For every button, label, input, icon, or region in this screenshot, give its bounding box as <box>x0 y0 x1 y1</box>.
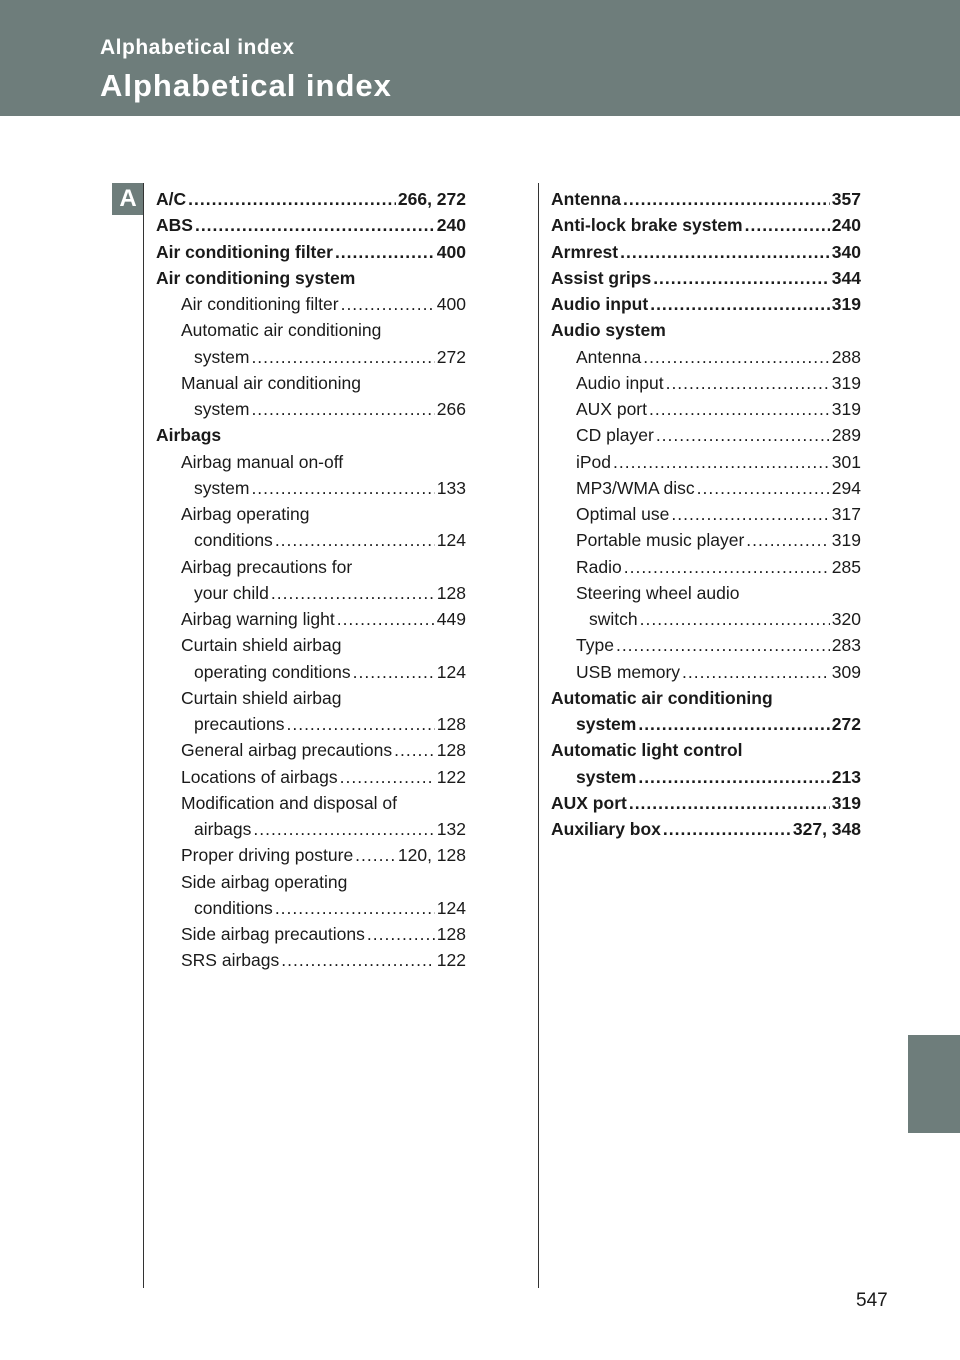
index-entry <box>156 370 466 396</box>
dot-leader <box>394 737 435 763</box>
index-entry-page: 319 <box>831 372 861 393</box>
index-entry <box>156 947 466 973</box>
index-entry-label: Airbag warning light <box>181 609 335 629</box>
index-entry <box>551 370 861 396</box>
dot-leader <box>697 475 830 501</box>
index-entry-label: system <box>194 399 250 419</box>
dot-leader <box>638 764 829 790</box>
index-entry-label: Air conditioning system <box>156 267 356 288</box>
index-entry-label: Airbags <box>156 425 222 446</box>
index-entry-label: Radio <box>576 556 622 577</box>
index-entry-page: 357 <box>831 189 861 209</box>
index-entry <box>551 816 861 842</box>
index-entry-label: Automatic light control <box>551 740 743 761</box>
index-entry-label: Optimal use <box>576 504 670 524</box>
dot-leader <box>251 344 434 370</box>
index-entry <box>156 422 466 448</box>
index-entry-page: 400 <box>436 241 466 262</box>
dot-leader <box>355 842 396 868</box>
index-entry-label: Portable music player <box>576 530 745 551</box>
index-entry-page: 309 <box>831 661 861 682</box>
index-entry <box>156 685 466 711</box>
index-entry <box>551 396 861 422</box>
index-entry <box>551 737 861 763</box>
dot-leader <box>745 212 830 238</box>
index-entry-page: 319 <box>831 294 861 314</box>
index-entry-label: Antenna <box>576 346 642 367</box>
index-entry-page: 122 <box>436 950 466 971</box>
dot-leader <box>251 396 434 422</box>
index-entry <box>156 501 466 527</box>
index-entry-label: Airbag precautions for <box>181 556 353 577</box>
index-entry-label: switch <box>589 609 638 629</box>
index-entry-label: Automatic air conditioning <box>551 687 773 708</box>
dot-leader <box>629 790 830 816</box>
index-entry-label: Anti-lock brake system <box>551 215 743 236</box>
index-entry <box>551 554 861 580</box>
index-entry <box>156 816 466 842</box>
index-entry <box>156 265 466 291</box>
index-entry-page: 272 <box>831 714 861 734</box>
dot-leader <box>286 711 434 737</box>
index-entry-page: 272 <box>436 346 466 367</box>
index-entry-label: MP3/WMA disc <box>576 477 695 498</box>
index-entry-label: iPod <box>576 451 612 472</box>
index-column-right <box>551 186 861 842</box>
index-entry <box>551 422 861 448</box>
index-entry <box>551 659 861 685</box>
index-entry-label: Automatic air conditioning <box>181 320 382 341</box>
index-entry <box>551 580 861 606</box>
index-entry-label: Assist grips <box>551 267 652 288</box>
index-entry-page: 289 <box>831 425 861 446</box>
dot-leader <box>271 580 435 606</box>
dot-leader <box>746 527 830 553</box>
index-entry <box>156 921 466 947</box>
index-entry-label: Airbag operating <box>181 504 310 524</box>
index-entry <box>156 239 466 265</box>
section-letter-tab: A <box>112 183 144 215</box>
index-entry <box>551 764 861 790</box>
page-title: Alphabetical index <box>100 68 392 103</box>
index-entry <box>156 527 466 553</box>
index-entry <box>156 317 466 343</box>
dot-leader <box>643 344 830 370</box>
index-entry <box>156 711 466 737</box>
index-entry-label: AUX port <box>576 399 647 419</box>
dot-leader <box>640 606 830 632</box>
index-entry-label: Proper driving posture <box>181 845 354 866</box>
index-entry-label: Manual air conditioning <box>181 372 361 393</box>
dot-leader <box>353 659 435 685</box>
index-entry-label: Antenna <box>551 189 621 209</box>
index-entry-label: Air conditioning filter <box>156 241 333 262</box>
index-entry-label: system <box>576 714 637 734</box>
index-entry-page: 128 <box>436 924 466 944</box>
dot-leader <box>367 921 435 947</box>
index-entry-label: conditions <box>194 897 273 918</box>
index-entry-page: 128 <box>436 740 466 761</box>
index-entry-page: 133 <box>436 477 466 498</box>
dot-leader <box>616 632 830 658</box>
index-entry-page: 319 <box>831 399 861 419</box>
column-divider-middle <box>538 183 539 1288</box>
dot-leader <box>682 659 830 685</box>
index-entry-label: General airbag precautions <box>181 740 393 761</box>
dot-leader <box>653 265 830 291</box>
index-entry-page: 120, 128 <box>397 845 466 866</box>
dot-leader <box>341 291 435 317</box>
dot-leader <box>624 554 830 580</box>
index-entry <box>156 895 466 921</box>
index-entry <box>156 344 466 370</box>
index-entry <box>551 212 861 238</box>
index-entry-label: system <box>194 346 250 367</box>
index-entry-label: operating conditions <box>194 661 351 682</box>
index-entry-page: 213 <box>831 766 861 787</box>
index-entry <box>551 239 861 265</box>
index-entry <box>156 396 466 422</box>
index-entry <box>156 790 466 816</box>
index-entry-page: 124 <box>436 897 466 918</box>
dot-leader <box>281 947 435 973</box>
index-entry <box>156 632 466 658</box>
index-entry-page: 283 <box>831 635 861 656</box>
index-entry-page: 124 <box>436 530 466 551</box>
index-entry-page: 327, 348 <box>792 819 861 839</box>
index-entry-page: 320 <box>831 609 861 629</box>
index-entry <box>156 869 466 895</box>
dot-leader <box>650 291 830 317</box>
index-entry-label: Steering wheel audio <box>576 582 740 603</box>
index-entry-label: system <box>576 766 637 787</box>
dot-leader <box>623 186 830 212</box>
index-entry-page: 266 <box>436 399 466 419</box>
index-entry <box>551 501 861 527</box>
index-entry-page: 266, 272 <box>397 189 466 209</box>
index-entry-page: 317 <box>831 504 861 524</box>
index-entry-label: CD player <box>576 425 654 446</box>
index-entry-label: Air conditioning filter <box>181 294 339 314</box>
index-entry-label: Audio input <box>551 294 649 314</box>
index-entry-page: 285 <box>831 556 861 577</box>
index-entry <box>156 842 466 868</box>
index-entry-page: 344 <box>831 267 861 288</box>
index-entry-page: 124 <box>436 661 466 682</box>
section-title-small: Alphabetical index <box>100 36 295 59</box>
index-entry <box>156 554 466 580</box>
index-entry-label: SRS airbags <box>181 950 280 971</box>
index-entry <box>551 475 861 501</box>
index-entry-page: 128 <box>436 714 466 734</box>
index-entry-label: Type <box>576 635 614 656</box>
dot-leader <box>340 764 435 790</box>
index-entry-page: 288 <box>831 346 861 367</box>
index-entry-label: your child <box>194 582 269 603</box>
index-entry-label: conditions <box>194 530 273 551</box>
index-entry-label: Auxiliary box <box>551 819 661 839</box>
index-entry <box>551 449 861 475</box>
column-divider-left <box>143 183 144 1288</box>
index-entry-label: precautions <box>194 714 285 734</box>
index-entry-page: 301 <box>831 451 861 472</box>
index-entry <box>551 344 861 370</box>
index-entry-label: Armrest <box>551 241 619 262</box>
index-entry-page: 319 <box>831 792 861 813</box>
index-entry-label: Curtain shield airbag <box>181 635 342 656</box>
dot-leader <box>656 422 830 448</box>
index-entry <box>156 212 466 238</box>
index-entry-label: Locations of airbags <box>181 766 338 787</box>
index-entry <box>551 527 861 553</box>
index-entry-label: Modification and disposal of <box>181 792 397 813</box>
thumb-index-tab <box>908 1035 960 1133</box>
dot-leader <box>337 606 435 632</box>
index-column-left <box>156 186 466 974</box>
index-entry <box>551 711 861 737</box>
index-entry-label: USB memory <box>576 661 681 682</box>
index-entry <box>551 632 861 658</box>
index-entry <box>551 317 861 343</box>
dot-leader <box>666 370 830 396</box>
index-entry <box>156 449 466 475</box>
dot-leader <box>253 816 434 842</box>
index-entry-page: 449 <box>436 609 466 629</box>
dot-leader <box>275 895 435 921</box>
dot-leader <box>195 212 435 238</box>
dot-leader <box>251 475 434 501</box>
index-entry <box>156 291 466 317</box>
index-entry-page: 294 <box>831 477 861 498</box>
index-entry-page: 340 <box>831 241 861 262</box>
index-entry <box>156 186 466 212</box>
index-entry-label: A/C <box>156 189 187 209</box>
header-band <box>0 0 960 116</box>
index-entry-page: 319 <box>831 530 861 551</box>
index-entry <box>551 685 861 711</box>
index-entry-label: Side airbag operating <box>181 871 348 892</box>
dot-leader <box>671 501 829 527</box>
index-entry-page: 122 <box>436 766 466 787</box>
index-entry-page: 400 <box>436 294 466 314</box>
dot-leader <box>275 527 435 553</box>
index-entry-label: Airbag manual on-off <box>181 451 344 472</box>
dot-leader <box>188 186 396 212</box>
index-entry <box>551 790 861 816</box>
index-entry <box>156 580 466 606</box>
index-entry-page: 240 <box>436 215 466 236</box>
dot-leader <box>620 239 830 265</box>
index-entry-label: Curtain shield airbag <box>181 687 342 708</box>
index-entry <box>551 265 861 291</box>
index-entry <box>156 737 466 763</box>
index-entry-page: 240 <box>831 215 861 236</box>
index-entry <box>156 659 466 685</box>
index-entry <box>156 606 466 632</box>
index-entry <box>551 606 861 632</box>
dot-leader <box>613 449 830 475</box>
index-entry <box>156 475 466 501</box>
index-entry <box>551 186 861 212</box>
index-entry-label: ABS <box>156 215 193 236</box>
index-entry-label: Audio input <box>576 372 664 393</box>
index-entry <box>156 764 466 790</box>
index-entry-label: Audio system <box>551 320 666 341</box>
dot-leader <box>663 816 791 842</box>
index-entry-label: airbags <box>194 819 252 839</box>
index-entry <box>551 291 861 317</box>
dot-leader <box>638 711 829 737</box>
page-number: 547 <box>856 1290 888 1311</box>
index-entry-page: 132 <box>436 819 466 839</box>
index-entry-page: 128 <box>436 582 466 603</box>
index-entry-label: system <box>194 477 250 498</box>
dot-leader <box>649 396 830 422</box>
dot-leader <box>335 239 435 265</box>
index-entry-label: Side airbag precautions <box>181 924 365 944</box>
index-entry-label: AUX port <box>551 792 627 813</box>
